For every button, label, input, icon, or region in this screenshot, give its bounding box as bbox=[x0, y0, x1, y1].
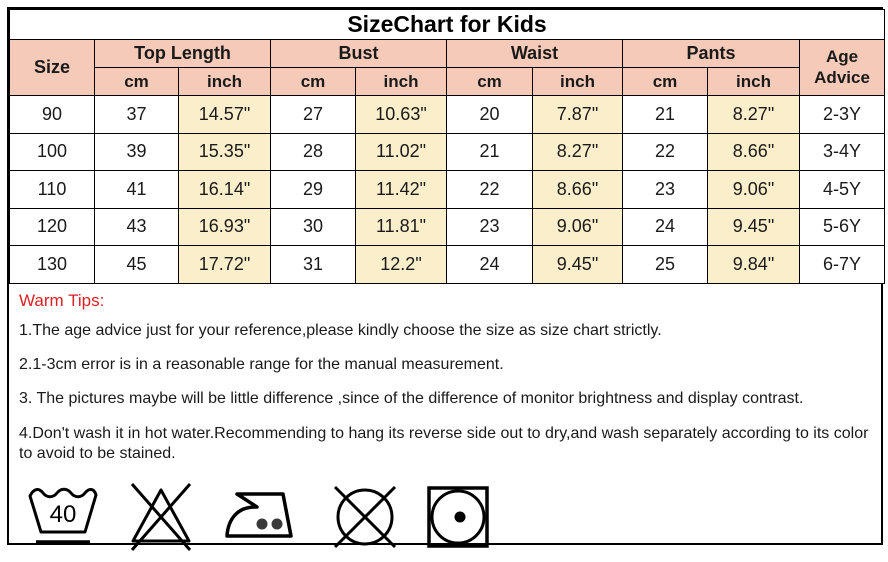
cell-age: 2-3Y bbox=[800, 96, 885, 134]
cell-waist-cm: 24 bbox=[447, 246, 533, 284]
cell-pants-cm: 24 bbox=[623, 208, 708, 246]
warm-tips-section bbox=[9, 284, 881, 478]
cell-bust-cm: 29 bbox=[271, 171, 356, 209]
col-group-pants: Pants bbox=[623, 40, 800, 68]
cell-waist-cm: 20 bbox=[447, 96, 533, 134]
cell-pants-inch: 9.84" bbox=[708, 246, 800, 284]
cell-waist-inch: 8.27" bbox=[533, 133, 623, 171]
cell-age: 5-6Y bbox=[800, 208, 885, 246]
cell-size: 90 bbox=[10, 96, 95, 134]
tumble-dry-low-icon bbox=[423, 478, 493, 556]
cell-bust-inch: 11.42" bbox=[356, 171, 447, 209]
cell-size: 100 bbox=[10, 133, 95, 171]
col-header-size: Size bbox=[10, 40, 95, 96]
col-header-age-advice: Age Advice bbox=[800, 40, 885, 96]
cell-top-inch: 17.72" bbox=[179, 246, 271, 284]
size-chart-table bbox=[9, 9, 885, 284]
cell-pants-inch: 9.45" bbox=[708, 208, 800, 246]
do-not-dry-clean-icon bbox=[326, 478, 404, 556]
cell-top-inch: 15.35" bbox=[179, 133, 271, 171]
cell-age: 4-5Y bbox=[800, 171, 885, 209]
cell-top-cm: 37 bbox=[95, 96, 179, 134]
cell-age: 3-4Y bbox=[800, 133, 885, 171]
cell-pants-cm: 22 bbox=[623, 133, 708, 171]
table-row-size-110 bbox=[10, 171, 885, 209]
cell-bust-cm: 30 bbox=[271, 208, 356, 246]
unit-header-cm: cm bbox=[623, 68, 708, 96]
size-chart-panel bbox=[7, 7, 883, 545]
cell-size: 110 bbox=[10, 171, 95, 209]
col-group-bust: Bust bbox=[271, 40, 447, 68]
cell-pants-cm: 23 bbox=[623, 171, 708, 209]
cell-pants-inch: 8.66" bbox=[708, 133, 800, 171]
unit-header-cm: cm bbox=[447, 68, 533, 96]
cell-bust-cm: 28 bbox=[271, 133, 356, 171]
wash-temp-label: 40 bbox=[49, 500, 77, 528]
cell-waist-inch: 9.06" bbox=[533, 208, 623, 246]
tip-item: 1.The age advice just for your reference,please kindly choose the size as size chart strictly. bbox=[19, 321, 662, 339]
unit-header-inch: inch bbox=[179, 68, 271, 96]
table-row-size-130 bbox=[10, 246, 885, 284]
cell-waist-inch: 7.87" bbox=[533, 96, 623, 134]
unit-header-inch: inch bbox=[356, 68, 447, 96]
laundry-care-icons bbox=[9, 478, 881, 562]
cell-top-cm: 39 bbox=[95, 133, 179, 171]
cell-top-inch: 14.57" bbox=[179, 96, 271, 134]
cell-bust-cm: 27 bbox=[271, 96, 356, 134]
unit-header-cm: cm bbox=[271, 68, 356, 96]
cell-size: 120 bbox=[10, 208, 95, 246]
tip-item: 3. The pictures maybe will be little difference ,since of the difference of monitor brightness and display contrast. bbox=[19, 389, 804, 407]
cell-pants-cm: 25 bbox=[623, 246, 708, 284]
cell-pants-inch: 8.27" bbox=[708, 96, 800, 134]
tip-item: 4.Don't wash it in hot water.Recommending to hang its reverse side out to dry,and wash separately according to its color to avoid to be stained. bbox=[19, 424, 869, 462]
table-row-size-120 bbox=[10, 208, 885, 246]
cell-top-inch: 16.14" bbox=[179, 171, 271, 209]
warm-tips-heading: Warm Tips: bbox=[19, 290, 105, 310]
cell-bust-cm: 31 bbox=[271, 246, 356, 284]
table-row-size-90 bbox=[10, 96, 885, 134]
cell-top-inch: 16.93" bbox=[179, 208, 271, 246]
cell-pants-cm: 21 bbox=[623, 96, 708, 134]
unit-header-inch: inch bbox=[708, 68, 800, 96]
cell-bust-inch: 12.2" bbox=[356, 246, 447, 284]
table-row-size-100 bbox=[10, 133, 885, 171]
cell-bust-inch: 11.02" bbox=[356, 133, 447, 171]
cell-top-cm: 45 bbox=[95, 246, 179, 284]
cell-waist-cm: 23 bbox=[447, 208, 533, 246]
cell-waist-cm: 22 bbox=[447, 171, 533, 209]
tip-item: 2.1-3cm error is in a reasonable range for the manual measurement. bbox=[19, 355, 504, 373]
cell-bust-inch: 10.63" bbox=[356, 96, 447, 134]
cell-bust-inch: 11.81" bbox=[356, 208, 447, 246]
cell-waist-cm: 21 bbox=[447, 133, 533, 171]
cell-size: 130 bbox=[10, 246, 95, 284]
cell-pants-inch: 9.06" bbox=[708, 171, 800, 209]
col-group-waist: Waist bbox=[447, 40, 623, 68]
cell-age: 6-7Y bbox=[800, 246, 885, 284]
iron-medium-heat-icon bbox=[219, 478, 307, 556]
col-group-top-length: Top Length bbox=[95, 40, 271, 68]
cell-waist-inch: 8.66" bbox=[533, 171, 623, 209]
page-title: SizeChart for Kids bbox=[10, 10, 885, 40]
do-not-bleach-icon bbox=[122, 478, 200, 556]
unit-header-cm: cm bbox=[95, 68, 179, 96]
cell-top-cm: 43 bbox=[95, 208, 179, 246]
cell-top-cm: 41 bbox=[95, 171, 179, 209]
unit-header-inch: inch bbox=[533, 68, 623, 96]
cell-waist-inch: 9.45" bbox=[533, 246, 623, 284]
wash-40-icon bbox=[23, 478, 103, 556]
